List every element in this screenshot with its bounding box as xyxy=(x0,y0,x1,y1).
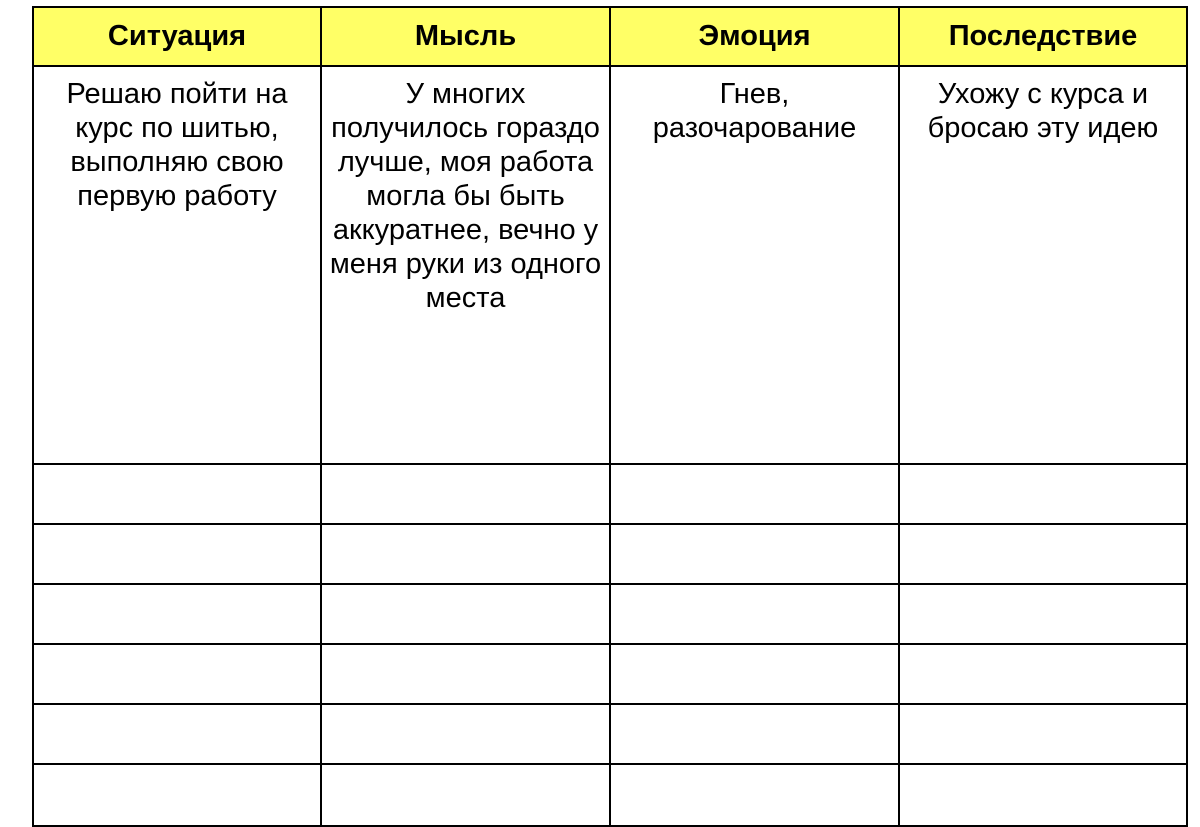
empty-cell xyxy=(610,464,899,524)
empty-cell xyxy=(899,644,1187,704)
empty-cell xyxy=(321,764,610,826)
empty-cell xyxy=(899,464,1187,524)
table-row xyxy=(33,66,1187,464)
empty-table-row xyxy=(33,764,1187,826)
header-thought: Мысль xyxy=(321,7,610,66)
empty-cell xyxy=(33,584,321,644)
header-situation: Ситуация xyxy=(33,7,321,66)
empty-cell xyxy=(33,464,321,524)
empty-table-row xyxy=(33,584,1187,644)
empty-table-row xyxy=(33,644,1187,704)
empty-cell xyxy=(321,524,610,584)
cell-thought xyxy=(321,66,610,464)
empty-cell xyxy=(610,764,899,826)
header-row xyxy=(33,7,1187,66)
empty-cell xyxy=(33,644,321,704)
empty-cell xyxy=(321,644,610,704)
header-consequence: Последствие xyxy=(899,7,1187,66)
empty-cell xyxy=(899,524,1187,584)
empty-cell xyxy=(610,584,899,644)
empty-cell xyxy=(610,644,899,704)
cell-emotion-text: Гнев, разочарование xyxy=(652,78,857,144)
thought-record-table xyxy=(32,6,1188,827)
empty-table-row xyxy=(33,464,1187,524)
empty-cell xyxy=(321,584,610,644)
cell-emotion xyxy=(610,66,899,464)
empty-cell xyxy=(610,524,899,584)
empty-cell xyxy=(899,584,1187,644)
empty-cell xyxy=(610,704,899,764)
empty-cell xyxy=(899,764,1187,826)
empty-cell xyxy=(899,704,1187,764)
empty-cell xyxy=(33,704,321,764)
empty-cell xyxy=(33,524,321,584)
cell-situation-text: Решаю пойти на курс по шитью, выполняю свою первую работу xyxy=(66,78,288,212)
cell-consequence xyxy=(899,66,1187,464)
empty-cell xyxy=(33,764,321,826)
cell-consequence-text: Ухожу с курса и бросаю эту идею xyxy=(927,78,1159,144)
empty-table-row xyxy=(33,704,1187,764)
cell-thought-text: У многих получилось гораздо лучше, моя работа могла бы быть аккуратнее, вечно у меня руки из одного места xyxy=(329,78,602,314)
empty-cell xyxy=(321,464,610,524)
header-emotion: Эмоция xyxy=(610,7,899,66)
empty-cell xyxy=(321,704,610,764)
cell-situation xyxy=(33,66,321,464)
empty-table-row xyxy=(33,524,1187,584)
